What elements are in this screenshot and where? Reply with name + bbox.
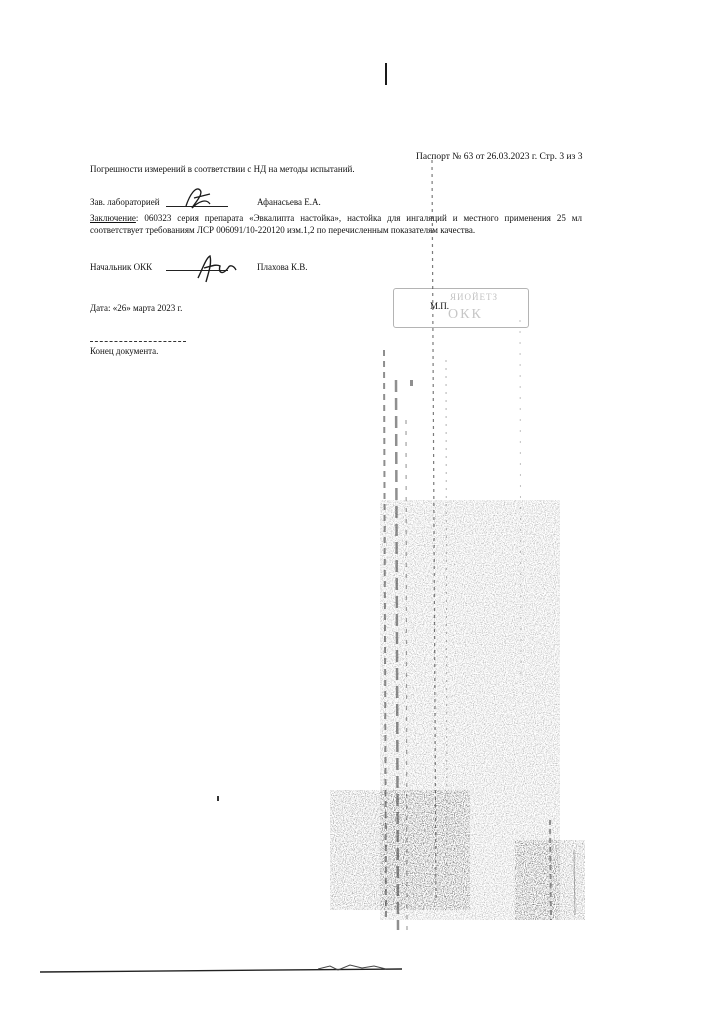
stamp-faint-text: ЯИОЙЕТЗ xyxy=(450,292,499,302)
date-line: Дата: «26» марта 2023 г. xyxy=(90,303,183,313)
lab-head-title: Зав. лабораторией xyxy=(90,197,160,207)
end-text: Конец документа. xyxy=(90,346,159,356)
conclusion-text: : 060323 серия препарата «Эвкалипта настойка», настойка для ингаляций и местного применения 25 мл соответствует требованиям ЛСР 006091/10-220120 изм.1,2 по перечисленным показателям качества. xyxy=(90,213,582,235)
okk-head-name: Плахова К.В. xyxy=(257,262,308,272)
okk-head-title: Начальник ОКК xyxy=(90,262,153,272)
stamp-label: М.П. xyxy=(430,301,450,311)
conclusion-label: Заключение xyxy=(90,213,136,223)
passport-header: Паспорт № 63 от 26.03.2023 г. Стр. 3 из 3 xyxy=(416,152,583,162)
stamp-okk-text: ОКК xyxy=(448,307,483,322)
intro-line: Погрешности измерений в соответствии с НД на методы испытаний. xyxy=(90,164,355,174)
lab-head-name: Афанасьева Е.А. xyxy=(257,197,321,207)
